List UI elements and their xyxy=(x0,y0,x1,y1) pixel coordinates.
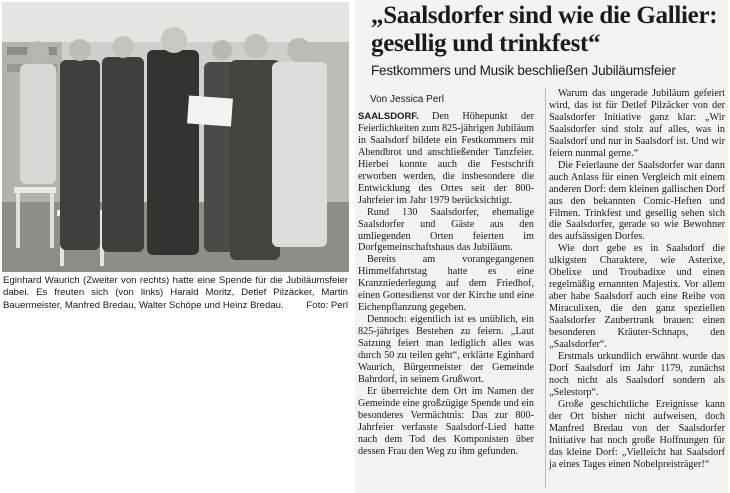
article-paragraph: Er überreichte dem Ort im Namen der Gemeinde eine großzügige Spende und ein besonderes Vermächtnis: Das zur 800-Jahrfeier verfasste Saalsdorf-Lied hatte nach dem Tod des Komponisten über dessen Frau den Weg zu ihm gefunden. xyxy=(358,385,534,457)
article-paragraph: Dennoch: eigentlich ist es unüblich, ein 825-jähriges Bestehen zu feiern. „Laut Satzung feiert man lediglich alles was durch 50 zu teilen geht“, erklärte Eginhard Waurich, Bürgermeister der Gemeinde Bahrdorf, in seinem Grußwort. xyxy=(358,314,534,385)
column-divider xyxy=(545,88,546,488)
dateline: SAALSDORF. xyxy=(358,111,419,122)
photo-caption xyxy=(3,275,348,312)
article-paragraph: Warum das ungerade Jubiläum gefeiert wird, das ist für Detlef Pilzäcker von der Saalsdorfer Initiative ganz klar: „Wir Saalsdorfer sind stolz auf alles, was in Saalsdorf und nur in Saalsdorf ist. Und wir feiern nunmal gerne.“ xyxy=(549,88,725,159)
article-paragraph: Die Feierlaune der Saalsdorfer war dann auch Anlass für einen Vergleich mit einem anderen Dorf: dem kleinen gallischen Dorf aus den bekannten Comic-Heften und Filmen. Trinkfest und gesellig sehen sich die Saalsdorfer, gerade so wie Bewohner des aufsässigen Dorfes. xyxy=(549,159,725,243)
photo-caption-text: Eginhard Waurich (Zweiter von rechts) hatte eine Spende für die Jubiläumsfeier dabei. Es freuten sich (von links) Harald Moritz, Detlef Pilzäcker, Martin Bauermeister, Manfred Bredau, Walter Schöpe und Heinz Bredau. xyxy=(3,275,348,311)
news-photo xyxy=(2,2,349,272)
group-photo-illustration xyxy=(2,2,349,272)
article-paragraph: Rund 130 Saalsdorfer, ehemalige Saalsdorfer und Gäste aus den umliegenden Orten feierten im Dorfgemeinschaftshaus das Jubiläum. xyxy=(358,206,534,254)
article-paragraph: SAALSDORF. Den Höhepunkt der Feierlichkeiten zum 825-jährigen Jubiläum in Saalsdorf bildete ein Festkommers mit Abendbrot und anschließender Tanzfeier. Hierbei konnte auch die Festschrift erworben werden, die insbesondere die Entwicklung des Ortes seit der 800-Jahrfeier im Jahr 1979 berücksichtigt. xyxy=(358,111,534,206)
article-headline: „Saalsdorfer sind wie die Gallier: gesellig und trinkfest“ xyxy=(371,2,718,57)
article xyxy=(355,0,728,493)
article-paragraph: Erstmals urkundlich erwähnt wurde das Dorf Saalsdorf im Jahr 1179, zunächst noch nicht als Saalsdorf sondern als „Selestorp“. xyxy=(549,350,725,398)
article-byline: Von Jessica Perl xyxy=(370,94,444,105)
article-paragraph: Große geschichtliche Ereignisse kann der Ort bisher nicht aufweisen, doch Manfred Bredau von der Saalsdorfer Initiative hat noch große Hoffnungen für das kleine Dorf: „Vielleicht hat Saalsdorf ja eines Tages einen Nobelpreisträger!“ xyxy=(549,398,725,470)
article-column-right xyxy=(549,88,725,471)
photo-credit: Foto: Perl xyxy=(306,299,348,311)
article-paragraph: Wie dort gebe es in Saalsdorf die ulkigsten Charaktere, wie Asterixe, Obelixe und Troubadixe und einen regelmäßig ernannten Majestix. Vor allem aber habe Saalsdorf auch eine Reihe von Miraculixen, die den ganz speziellen Saalsdorfer Zaubertrank brauen: einen besonderen Kräuter-Schnaps, den „Saalsdorfer“. xyxy=(549,243,725,351)
article-column-left xyxy=(358,111,534,458)
article-paragraph: Bereits am vorangegangenen Himmelfahrtstag hatte es eine Kranzniederlegung auf dem Friedhof, einen Gottesdienst vor der Kirche und eine Eichenpflanzung gegeben. xyxy=(358,254,534,314)
article-subhead: Festkommers und Musik beschließen Jubiläumsfeier xyxy=(371,63,676,78)
